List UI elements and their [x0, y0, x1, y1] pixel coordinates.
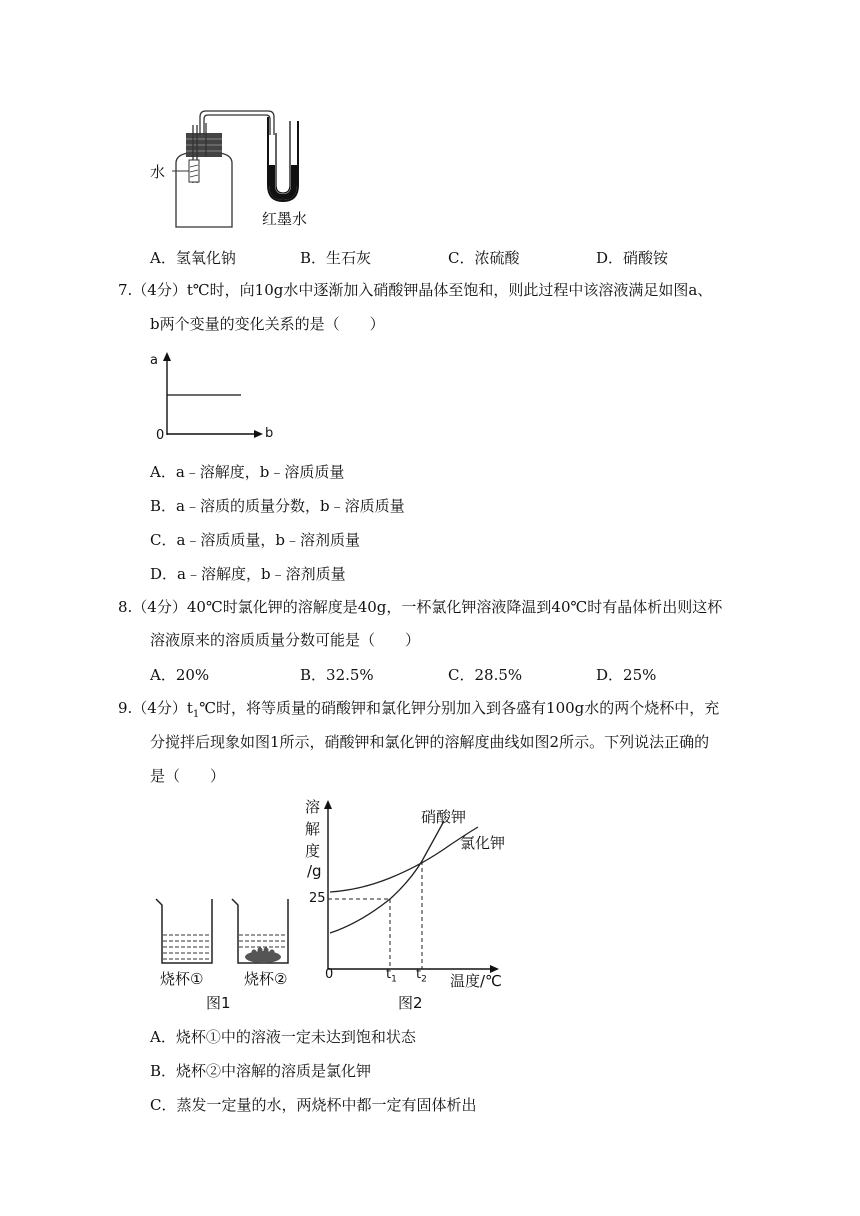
q6-option-d: D．硝酸铵: [596, 249, 669, 267]
y-axis-label-2: 解: [305, 820, 321, 838]
q8-stem-line1: 8.（4分）40℃时氯化钾的溶解度是40g，一杯氯化钾溶液降温到40℃时有晶体析出则这杯: [118, 598, 723, 616]
q6-option-b: B．生石灰: [300, 249, 372, 267]
q8-option-c: C．28.5%: [448, 666, 523, 684]
q7-stem-line1: 7.（4分）t℃时，向10g水中逐渐加入硝酸钾晶体至饱和，则此过程中该溶液满足如图a、: [118, 281, 713, 299]
x-tick-t2: $t_2$: [416, 967, 427, 985]
origin-label: 0: [325, 967, 334, 982]
curve-potassium-nitrate: [330, 821, 444, 933]
q7-graph: [145, 350, 280, 445]
q9-option-c: C．蒸发一定量的水，两烧杯中都一定有固体析出: [150, 1096, 477, 1114]
q9-stem-line2: 分搅拌后现象如图1所示，硝酸钾和氯化钾的溶解度曲线如图2所示。下列说法正确的: [150, 733, 710, 751]
x-axis-label: 温度/℃: [450, 972, 502, 990]
q7-option-d: D．a﹣溶解度，b﹣溶剂质量: [150, 565, 346, 583]
curve-label-potassium-chloride: 氯化钾: [460, 834, 506, 852]
q8-option-b: B．32.5%: [300, 666, 374, 684]
q7-option-c: C．a﹣溶质质量，b﹣溶剂质量: [150, 531, 361, 549]
q9-stem-line3: 是（ ）: [150, 767, 226, 785]
q7-stem-line2: b两个变量的变化关系的是（ ）: [150, 315, 385, 333]
x-tick-t1: $t_1$: [386, 967, 397, 985]
undissolved-crystals: [245, 948, 281, 964]
q6-option-c: C．浓硫酸: [448, 249, 520, 267]
q9-option-a: A．烧杯①中的溶液一定未达到饱和状态: [150, 1028, 416, 1046]
q9-option-b: B．烧杯②中溶解的溶质是氯化钾: [150, 1062, 372, 1080]
q7-origin-label: 0: [156, 428, 165, 443]
q7-x-axis-label: b: [265, 426, 274, 441]
q7-option-b: B．a﹣溶质的质量分数，b﹣溶质质量: [150, 497, 405, 515]
beakers-figure: [150, 895, 300, 967]
curve-potassium-chloride: [330, 827, 478, 892]
q9-stem-line1: [118, 698, 719, 725]
q9-stem-subscript: 1: [192, 709, 200, 720]
y-axis-label-4: /g: [307, 862, 322, 880]
beaker-2-label: 烧杯②: [244, 970, 288, 988]
y-tick-25: 25: [309, 891, 326, 906]
y-axis-label-1: 溶: [305, 798, 321, 816]
curve-label-potassium-nitrate: 硝酸钾: [421, 808, 467, 826]
beaker-1-label: 烧杯①: [160, 970, 204, 988]
y-axis-label-3: 度: [305, 842, 321, 860]
q6-option-a: A．氢氧化钠: [150, 249, 236, 267]
q8-option-a: A．20%: [150, 666, 210, 684]
water-label: 水: [150, 163, 166, 181]
q7-option-a: A．a﹣溶解度，b﹣溶质质量: [150, 463, 345, 481]
q8-option-d: D．25%: [596, 666, 657, 684]
figure-2-caption: 图2: [398, 994, 423, 1012]
q7-y-axis-label: a: [150, 353, 158, 368]
solubility-chart: [300, 795, 520, 995]
q8-stem-line2: 溶液原来的溶质质量分数可能是（ ）: [150, 631, 421, 649]
q9-stem-part1: 9.（4分）t: [118, 699, 193, 717]
red-ink-label: 红墨水: [262, 210, 308, 228]
q9-stem-part2: ℃时，将等质量的硝酸钾和氯化钾分别加入到各盛有100g水的两个烧杯中，充: [199, 699, 720, 717]
apparatus-figure: [140, 105, 340, 235]
figure-1-caption: 图1: [206, 994, 231, 1012]
